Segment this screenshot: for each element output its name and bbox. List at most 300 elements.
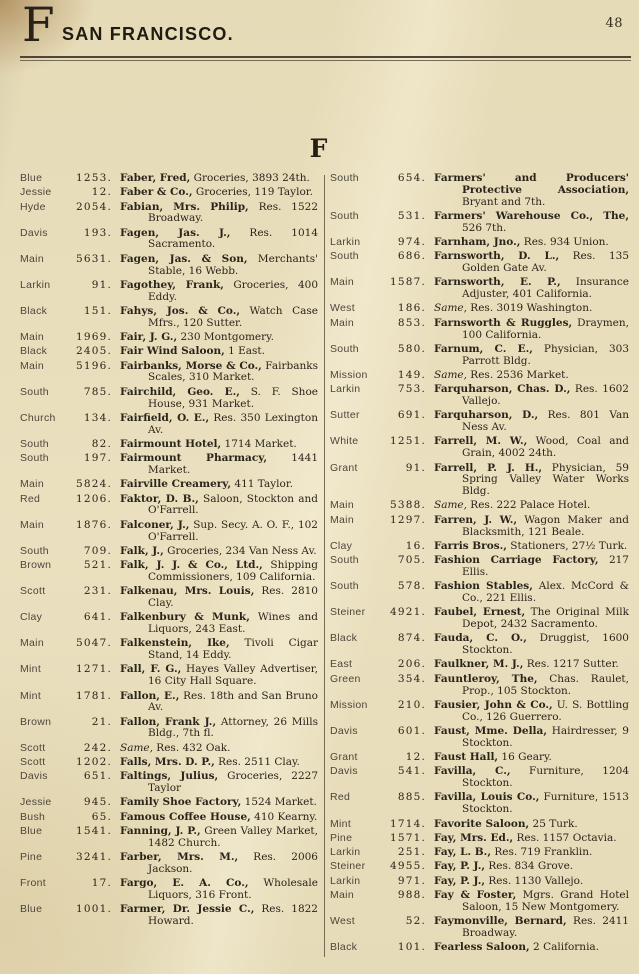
exchange-name: Sutter (330, 409, 360, 422)
exchange-name: Larkin (330, 383, 361, 396)
directory-entry (20, 812, 318, 824)
phone-number: 1251. (389, 435, 426, 448)
same-reference: Same, (434, 368, 467, 381)
entry-text: Fairville Creamery, 411 Taylor. (120, 478, 294, 491)
phone-number: 1781. (75, 689, 112, 702)
exchange-name: South (20, 385, 49, 398)
exchange-name: South (330, 342, 359, 355)
phone-number: 151. (83, 304, 112, 317)
subscriber-name: Family Shoe Factory, (120, 796, 242, 809)
entry-text: Fay & Foster, Mgrs. Grand Hotel Saloon, 15 New Montgomery. (434, 889, 630, 913)
phone-number: 601. (397, 724, 426, 737)
directory-entry (20, 757, 318, 769)
directory-entry (330, 303, 629, 315)
directory-entry (20, 280, 318, 304)
subscriber-name: Falconer, J., (120, 518, 190, 531)
directory-entry (20, 479, 318, 491)
phone-number: 91. (91, 278, 112, 291)
entry-text: Faulkner, M. J., Res. 1217 Sutter. (434, 658, 619, 671)
phone-number: 82. (91, 437, 112, 450)
subscriber-name: Farnsworth & Ruggles, (434, 316, 573, 329)
subscriber-name: Farmers' and Producers' Protective Association, (434, 172, 629, 196)
phone-number: 1001. (75, 903, 112, 916)
entry-text: Fay, P. J., Res. 834 Grove. (434, 860, 574, 873)
entry-text: Faltings, Julius, Groceries, 2227 Taylor (120, 770, 318, 795)
directory-entry (20, 771, 318, 795)
phone-number: 709. (83, 544, 112, 557)
exchange-name: Steiner (330, 606, 366, 619)
entry-text: Fall, F. G., Hayes Valley Advertiser, 16 City Hall Square. (120, 663, 318, 688)
entry-text: Fargo, E. A. Co., Wholesale Liquors, 316 Front. (120, 877, 318, 902)
phone-number: 210. (397, 698, 426, 711)
exchange-name: Blue (20, 172, 43, 184)
entry-text: Farquharson, D., Res. 801 Van Ness Av. (434, 409, 629, 434)
phone-number: 206. (397, 658, 426, 671)
directory-listing (20, 173, 630, 957)
subscriber-name: Fahys, Jos. & Co., (120, 304, 241, 317)
entry-text: Farnsworth, E. P., Insurance Adjuster, 401 California. (434, 276, 629, 301)
phone-number: 1571. (389, 831, 426, 844)
entry-text: Fallon, Frank J., Attorney, 26 Mills Bldg., 7th fl. (120, 715, 319, 740)
exchange-name: South (330, 580, 359, 593)
left-column (20, 173, 318, 930)
subscriber-name: Fair, J. G., (120, 331, 178, 344)
phone-number: 2405. (75, 345, 112, 358)
entry-text: Falk, J., Groceries, 234 Van Ness Av. (120, 544, 317, 557)
entry-text: Fairmount Pharmacy, 1441 Market. (120, 452, 319, 477)
phone-number: 2054. (75, 200, 112, 213)
subscriber-name: Favilla, Louis Co., (434, 791, 540, 804)
phone-number: 1271. (75, 663, 112, 676)
subscriber-name: Fagen, Jas. J., (120, 226, 231, 239)
phone-number: 705. (397, 554, 426, 567)
exchange-name: Clay (20, 611, 43, 624)
subscriber-name: Farber, Mrs. M., (120, 851, 239, 864)
subscriber-name: Farnham, Jno., (434, 235, 521, 248)
exchange-name: Main (330, 316, 354, 329)
subscriber-name: Faymonville, Bernard, (434, 915, 567, 928)
entry-text: Falk, J. J. & Co., Ltd., Shipping Commissioners, 109 California. (120, 559, 319, 583)
subscriber-name: Farnum, C. E., (434, 342, 533, 355)
exchange-name: Main (20, 359, 44, 372)
directory-entry (330, 674, 629, 698)
phone-number: 5388. (389, 499, 426, 512)
subscriber-name: Fay, P. J., (434, 874, 486, 887)
entry-text: Fairfield, O. E., Res. 350 Lexington Av. (120, 411, 318, 436)
directory-entry (20, 743, 318, 755)
entry-text: Farren, J. W., Wagon Maker and Blacksmith, 121 Beale. (434, 513, 629, 538)
entry-text: Faust Hall, 16 Geary. (434, 751, 552, 764)
entry-text: Favorite Saloon, 25 Turk. (434, 817, 578, 830)
phone-number: 691. (397, 409, 426, 422)
directory-entry (20, 306, 318, 330)
subscriber-name: Farquharson, Chas. D., (434, 383, 571, 396)
phone-number: 197. (83, 452, 112, 465)
subscriber-name: Fallon, E., (120, 689, 180, 702)
exchange-name: Pine (20, 851, 43, 864)
directory-entry (330, 277, 629, 301)
entry-text: Farber, Mrs. M., Res. 2006 Jackson. (120, 851, 318, 875)
exchange-name: Brown (20, 559, 52, 572)
entry-text: Fairbanks, Morse & Co., Fairbanks Scales, 310 Market. (120, 359, 318, 384)
subscriber-name: Famous Coffee House, (120, 810, 251, 823)
phone-number: 1202. (75, 756, 112, 769)
exchange-name: Jessie (20, 186, 52, 199)
entry-text: Farnsworth & Ruggles, Draymen, 100 California. (434, 316, 629, 341)
phone-number: 686. (397, 250, 426, 263)
directory-entry (20, 826, 318, 850)
directory-entry (20, 664, 318, 688)
subscriber-name: Fashion Carriage Factory, (434, 554, 599, 567)
entry-text: Fauntleroy, The, Chas. Raulet, Prop., 105 Stockton. (434, 672, 629, 697)
phone-number: 971. (397, 874, 426, 887)
exchange-name: South (20, 437, 49, 450)
phone-number: 5824. (75, 478, 112, 491)
phone-number: 12. (91, 186, 112, 199)
phone-number: 578. (397, 580, 426, 593)
phone-number: 853. (397, 316, 426, 329)
directory-entry (330, 792, 629, 816)
entry-text: Farmer, Dr. Jessie C., Res. 1822 Howard. (120, 903, 318, 928)
exchange-name: Jessie (20, 796, 52, 809)
subscriber-name: Faltings, Julius, (120, 770, 219, 783)
subscriber-name: Farris Bros., (434, 539, 507, 552)
phone-number: 193. (83, 226, 112, 239)
exchange-name: Grant (330, 461, 358, 474)
entry-text: Fagothey, Frank, Groceries, 400 Eddy. (120, 278, 319, 303)
exchange-name: Clay (330, 539, 353, 552)
phone-number: 580. (397, 342, 426, 355)
exchange-name: Black (20, 345, 48, 358)
phone-number: 186. (397, 302, 426, 315)
subscriber-name: Fallon, Frank J., (120, 715, 217, 728)
phone-number: 1876. (75, 518, 112, 531)
phone-number: 5196. (75, 359, 112, 372)
directory-entry (330, 819, 629, 831)
phone-number: 945. (83, 796, 112, 809)
directory-entry (330, 370, 629, 382)
subscriber-name: Fauda, C. O., (434, 632, 527, 645)
entry-text: Faubel, Ernest, The Original Milk Depot, 2432 Sacramento. (434, 606, 629, 631)
entry-text: Farnham, Jno., Res. 934 Union. (434, 235, 609, 248)
subscriber-name: Farquharson, D., (434, 409, 539, 422)
entry-text: Same, Res. 432 Oak. (120, 741, 231, 754)
subscriber-name: Faber, Fred, (120, 172, 191, 184)
directory-entry (20, 173, 318, 185)
directory-entry (330, 766, 629, 790)
phone-number: 4921. (389, 606, 426, 619)
phone-number: 1297. (389, 513, 426, 526)
exchange-name: South (330, 172, 359, 184)
directory-entry (20, 904, 318, 928)
phone-number: 101. (397, 941, 426, 954)
directory-entry (20, 254, 318, 278)
exchange-name: Scott (20, 741, 46, 754)
directory-entry (330, 847, 629, 859)
directory-entry (20, 878, 318, 902)
subscriber-name: Falkenbury & Munk, (120, 611, 250, 624)
entry-text: Farquharson, Chas. D., Res. 1602 Vallejo. (434, 383, 629, 408)
directory-entry (20, 187, 318, 199)
directory-entry (20, 520, 318, 544)
entry-text: Farrell, P. J. H., Physician, 59 Spring Valley Water Works Bldg. (434, 461, 629, 498)
entry-text: Same, Res. 2536 Market. (434, 368, 569, 381)
phone-number: 1587. (389, 276, 426, 289)
directory-entry (20, 202, 318, 226)
phone-number: 531. (397, 209, 426, 222)
exchange-name: Mission (330, 698, 368, 711)
subscriber-name: Fearless Saloon, (434, 941, 530, 954)
entry-text: Falkenbury & Munk, Wines and Liquors, 243 East. (120, 611, 319, 636)
directory-entry (330, 861, 629, 873)
exchange-name: White (330, 435, 359, 448)
subscriber-name: Farrell, M. W., (434, 435, 528, 448)
entry-text: Fashion Stables, Alex. McCord & Co., 221 Ellis. (434, 580, 629, 604)
directory-entry (330, 833, 629, 845)
subscriber-name: Faber & Co., (120, 186, 193, 199)
entry-text: Fauda, C. O., Druggist, 1600 Stockton. (434, 632, 629, 657)
entry-text: Farris Bros., Stationers, 27½ Turk. (434, 539, 628, 552)
directory-entry (330, 173, 629, 208)
exchange-name: Green (330, 672, 361, 685)
subscriber-name: Fay, Mrs. Ed., (434, 831, 514, 844)
directory-entry (20, 691, 318, 715)
entry-text: Farmers' Warehouse Co., The, 526 7th. (434, 209, 629, 234)
directory-entry (20, 494, 318, 518)
same-reference: Same, (434, 302, 467, 315)
entry-text: Falkenstein, Ike, Tivoli Cigar Stand, 14 Eddy. (120, 637, 318, 662)
exchange-name: Main (20, 252, 44, 265)
exchange-name: South (330, 554, 359, 567)
subscriber-name: Falls, Mrs. D. P., (120, 756, 215, 769)
phone-number: 251. (397, 846, 426, 859)
subscriber-name: Faust Hall, (434, 751, 499, 764)
exchange-name: East (330, 658, 353, 671)
directory-entry (330, 500, 629, 512)
phone-number: 52. (405, 915, 426, 928)
exchange-name: Bush (20, 810, 46, 823)
entry-text: Same, Res. 3019 Washington. (434, 302, 593, 315)
exchange-name: Brown (20, 715, 52, 728)
exchange-name: Davis (330, 765, 358, 778)
subscriber-name: Fay, L. B., (434, 846, 491, 859)
directory-entry (330, 515, 629, 539)
subscriber-name: Falk, J. J. & Co., Ltd., (120, 559, 263, 572)
entry-text: Fairmount Hotel, 1714 Market. (120, 437, 297, 450)
directory-entry (330, 344, 629, 368)
phone-number: 242. (83, 741, 112, 754)
subscriber-name: Falkenau, Mrs. Louis, (120, 585, 255, 598)
subscriber-name: Farrell, P. J. H., (434, 461, 543, 474)
entry-text: Falls, Mrs. D. P., Res. 2511 Clay. (120, 756, 300, 769)
subscriber-name: Fairchild, Geo. E., (120, 385, 240, 398)
entry-text: Fallon, E., Res. 18th and San Bruno Av. (120, 689, 318, 714)
exchange-name: Mint (20, 689, 42, 702)
directory-entry (20, 453, 318, 477)
phone-number: 12. (405, 751, 426, 764)
exchange-name: South (330, 250, 359, 263)
subscriber-name: Fairville Creamery, (120, 478, 232, 491)
exchange-name: Main (330, 276, 354, 289)
exchange-name: Mint (20, 663, 42, 676)
exchange-name: Red (330, 791, 351, 804)
exchange-name: Hyde (20, 200, 46, 213)
directory-entry (20, 797, 318, 809)
subscriber-name: Fall, F. G., (120, 663, 182, 676)
exchange-name: Black (330, 632, 358, 645)
exchange-name: Steiner (330, 860, 366, 873)
entry-text: Fagen, Jas. J., Res. 1014 Sacramento. (120, 226, 319, 251)
exchange-name: Davis (20, 226, 48, 239)
phone-number: 974. (397, 235, 426, 248)
subscriber-name: Fanning, J. P., (120, 825, 201, 838)
entry-text: Fair Wind Saloon, 1 East. (120, 345, 265, 358)
phone-number: 753. (397, 383, 426, 396)
directory-entry (20, 332, 318, 344)
exchange-name: Larkin (20, 278, 51, 291)
directory-entry (330, 726, 629, 750)
phone-number: 65. (91, 810, 112, 823)
directory-entry (20, 638, 318, 662)
subscriber-name: Fay & Foster, (434, 889, 517, 902)
entry-text: Fabian, Mrs. Philip, Res. 1522 Broadway. (120, 200, 319, 225)
right-column (330, 173, 629, 957)
directory-entry (20, 586, 318, 610)
exchange-name: South (20, 544, 49, 557)
phone-number: 1714. (389, 817, 426, 830)
directory-entry (330, 916, 629, 940)
exchange-name: Front (20, 877, 47, 890)
directory-entry (330, 700, 629, 724)
directory-entry (20, 439, 318, 451)
phone-number: 5631. (75, 252, 112, 265)
page-number: 48 (605, 16, 623, 31)
subscriber-name: Favilla, C., (434, 765, 511, 778)
directory-entry (330, 211, 629, 235)
entry-text: Falkenau, Mrs. Louis, Res. 2810 Clay. (120, 585, 318, 609)
directory-entry (20, 413, 318, 437)
exchange-name: Main (20, 478, 44, 491)
exchange-name: Blue (20, 825, 43, 838)
exchange-name: Grant (330, 751, 358, 764)
entry-text: Favilla, C., Furniture, 1204 Stockton. (434, 765, 630, 790)
directory-entry (330, 659, 629, 671)
directory-entry (330, 555, 629, 579)
phone-number: 885. (397, 791, 426, 804)
entry-text: Fagen, Jas. & Son, Merchants' Stable, 16 Webb. (120, 252, 319, 277)
page-title: SAN FRANCISCO. (62, 24, 234, 44)
exchange-name: Mission (330, 368, 368, 381)
phone-number: 17. (91, 877, 112, 890)
phone-number: 521. (83, 559, 112, 572)
exchange-name: West (330, 302, 355, 315)
phone-number: 4955. (389, 860, 426, 873)
directory-entry (330, 436, 629, 460)
phone-number: 1206. (75, 492, 112, 505)
directory-entry (20, 228, 318, 252)
phone-number: 231. (83, 585, 112, 598)
entry-text: Fashion Carriage Factory, 217 Ellis. (434, 554, 629, 578)
entry-text: Favilla, Louis Co., Furniture, 1513 Stockton. (434, 791, 629, 816)
subscriber-name: Farnsworth, D. L., (434, 250, 560, 263)
phone-number: 149. (397, 368, 426, 381)
header-rule (20, 56, 631, 61)
exchange-name: South (330, 209, 359, 222)
entry-text: Fay, L. B., Res. 719 Franklin. (434, 846, 593, 859)
directory-entry (20, 346, 318, 358)
entry-text: Farmers' and Producers' Protective Association, Bryant and 7th. (434, 172, 629, 208)
directory-entry (330, 876, 629, 888)
phone-number: 1969. (75, 331, 112, 344)
directory-entry (330, 942, 629, 954)
subscriber-name: Fashion Stables, (434, 580, 533, 593)
phone-number: 354. (397, 672, 426, 685)
entry-text: Same, Res. 222 Palace Hotel. (434, 499, 591, 512)
letter-tab: F (22, 0, 55, 53)
exchange-name: Mint (330, 817, 352, 830)
directory-entry (330, 463, 629, 498)
directory-entry (330, 237, 629, 249)
subscriber-name: Falk, J., (120, 544, 164, 557)
exchange-name: Main (20, 331, 44, 344)
phone-number: 91. (405, 461, 426, 474)
subscriber-name: Favorite Saloon, (434, 817, 530, 830)
exchange-name: Black (330, 941, 358, 954)
entry-text: Faber & Co., Groceries, 119 Taylor. (120, 186, 313, 199)
exchange-name: Main (330, 889, 354, 902)
subscriber-name: Farren, J. W., (434, 513, 518, 526)
phone-number: 5047. (75, 637, 112, 650)
entry-text: Fanning, J. P., Green Valley Market, 1482 Church. (120, 825, 318, 849)
directory-entry (20, 612, 318, 636)
subscriber-name: Fairbanks, Morse & Co., (120, 359, 262, 372)
subscriber-name: Fabian, Mrs. Philip, (120, 200, 249, 213)
subscriber-name: Fairfield, O. E., (120, 411, 210, 424)
directory-entry (330, 410, 629, 434)
directory-entry (330, 541, 629, 553)
subscriber-name: Falkenstein, Ike, (120, 637, 230, 650)
subscriber-name: Fauntleroy, The, (434, 672, 538, 685)
entry-text: Faust, Mme. Della, Hairdresser, 9 Stockton. (434, 724, 629, 749)
directory-entry (330, 384, 629, 408)
directory-entry (330, 633, 629, 657)
exchange-name: Scott (20, 585, 46, 598)
exchange-name: Blue (20, 903, 43, 916)
subscriber-name: Fairmount Hotel, (120, 437, 222, 450)
phone-number: 988. (397, 889, 426, 902)
entry-text: Fearless Saloon, 2 California. (434, 941, 600, 954)
entry-text: Famous Coffee House, 410 Kearny. (120, 810, 318, 823)
entry-text: Faber, Fred, Groceries, 3893 24th. (120, 172, 310, 184)
subscriber-name: Farmers' Warehouse Co., The, (434, 209, 629, 222)
directory-entry (330, 607, 629, 631)
exchange-name: Main (20, 518, 44, 531)
entry-text: Fairchild, Geo. E., S. F. Shoe House, 931 Market. (120, 385, 318, 410)
phone-number: 1541. (75, 825, 112, 838)
exchange-name: West (330, 915, 355, 928)
subscriber-name: Fagen, Jas. & Son, (120, 252, 248, 265)
directory-entry (330, 251, 629, 275)
entry-text: Farnum, C. E., Physician, 303 Parrott Bldg. (434, 342, 629, 367)
entry-text: Fahys, Jos. & Co., Watch Case Mfrs., 120 Sutter. (120, 304, 318, 329)
subscriber-name: Fair Wind Saloon, (120, 345, 225, 358)
subscriber-name: Farnsworth, E. P., (434, 276, 561, 289)
exchange-name: Davis (330, 724, 358, 737)
exchange-name: Main (330, 513, 354, 526)
section-letter: F (309, 134, 330, 163)
directory-entry (20, 560, 318, 584)
phone-number: 654. (397, 172, 426, 184)
